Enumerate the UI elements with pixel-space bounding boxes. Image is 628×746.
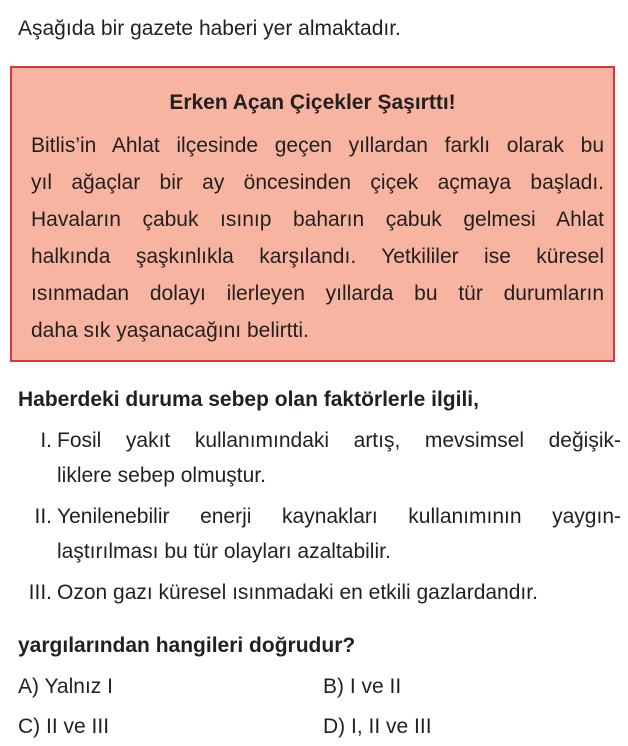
news-title: Erken Açan Çiçekler Şaşırttı! [169,91,456,114]
question-stem: Haberdeki duruma sebep olan faktörlerle ilgili, [18,388,479,411]
news-line: ısınmadan dolayı ilerleyen yıllarda bu tür durumların [31,282,604,305]
news-line: daha sık yaşanacağını belirtti. [31,319,309,342]
statement-number: III. [28,581,52,604]
question-ending: yargılarından hangileri doğrudur? [18,634,356,657]
statement-text: Ozon gazı küresel ısınmadaki en etkili gazlardandır. [57,581,538,604]
news-line: Bitlis’in Ahlat ilçesinde geçen yıllardan farklı olarak bu [31,134,604,157]
statement-text: Fosil yakıt kullanımındaki artış, mevsimsel değişik- [57,429,621,452]
news-line: Havaların çabuk ısınıp baharın çabuk gelmesi Ahlat [31,208,604,231]
option-text: I, II ve III [351,715,432,738]
option-text: I ve II [349,675,402,698]
news-line: halkında şaşkınlıkla karşılandı. Yetkililer ise küresel [31,245,604,268]
option-text: Yalnız I [44,675,113,698]
intro-text: Aşağıda bir gazete haberi yer almaktadır. [18,17,401,40]
option-d[interactable] [323,713,432,741]
news-box [10,66,615,362]
option-label: D) [323,715,346,738]
option-a[interactable] [18,673,113,701]
option-label: C) [18,715,41,738]
statement-number: I. [40,429,52,452]
statement-number: II. [34,505,52,528]
news-line: yıl ağaçlar bir ay öncesinden çiçek açmaya başladı. [31,171,604,194]
option-text: II ve III [46,715,110,738]
statement-text: Yenilenebilir enerji kaynakları kullanımının yaygın- [57,505,621,528]
option-c[interactable] [18,713,109,741]
option-b[interactable] [323,673,401,701]
statement-text: liklere sebep olmuştur. [57,464,266,487]
statement-text: laştırılması bu tür olayları azaltabilir. [57,540,391,563]
option-label: B) [323,675,344,698]
option-label: A) [18,675,39,698]
